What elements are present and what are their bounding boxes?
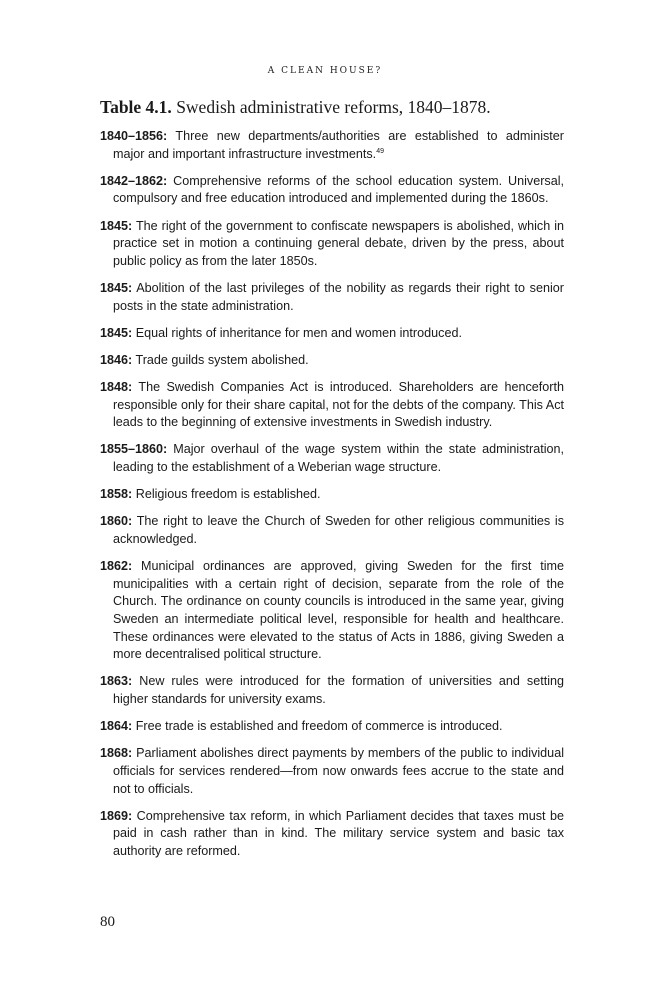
entry-text: The right of the government to confiscate newspapers is abolished, which in practice set in motion a continuing general debate, driven by the press, about public policy as from the later 1850s.	[113, 218, 564, 268]
table-label: Table 4.1.	[100, 97, 172, 117]
entry-text: The right to leave the Church of Sweden for other religious communities is acknowledged.	[113, 514, 564, 547]
entry-text: Abolition of the last privileges of the nobility as regards their right to senior posts in the state administration.	[113, 280, 564, 313]
entry-year: 1845:	[100, 218, 133, 233]
list-item	[100, 325, 564, 343]
list-item	[100, 441, 564, 476]
list-item	[100, 808, 564, 861]
list-item	[100, 673, 564, 708]
entry-text: Major overhaul of the wage system within the state administration, leading to the establishment of a Weberian wage structure.	[113, 442, 565, 475]
entry-text: Free trade is established and freedom of commerce is introduced.	[135, 719, 503, 734]
footnote-ref[interactable]: 49	[376, 147, 384, 155]
running-head: A CLEAN HOUSE?	[267, 66, 383, 76]
page-number: 80	[100, 914, 115, 930]
list-item	[100, 173, 564, 208]
list-item	[100, 718, 564, 736]
entry-text: The Swedish Companies Act is introduced. Shareholders are henceforth responsible only for their share capital, not for the debts of the company. This Act leads to the beginning of extensive investments in Swedish industry.	[113, 380, 565, 430]
list-item	[100, 513, 564, 548]
entry-year: 1845:	[100, 280, 133, 295]
entry-year: 1863:	[100, 674, 133, 689]
list-item	[100, 128, 564, 163]
entry-year: 1840–1856:	[100, 129, 168, 143]
entry-text: Three new departments/authorities are established to administer major and important infrastructure investments.	[113, 129, 564, 161]
entry-text: Parliament abolishes direct payments by members of the public to individual officials for services rendered—from now onwards fees accrue to the state and not to officials.	[113, 746, 564, 796]
entry-text: Comprehensive reforms of the school education system. Universal, compulsory and free education introduced and implemented during the 1860s.	[113, 173, 564, 206]
entry-year: 1862:	[100, 559, 133, 574]
reform-list	[100, 128, 564, 870]
entry-year: 1842–1862:	[100, 173, 168, 188]
entry-text: Trade guilds system abolished.	[135, 352, 309, 367]
list-item	[100, 352, 564, 370]
table-title	[100, 97, 570, 118]
entry-text: Comprehensive tax reform, in which Parliament decides that taxes must be paid in cash rather than in kind. The military service system and basic tax authority are reformed.	[113, 808, 564, 858]
entry-year: 1858:	[100, 487, 133, 502]
list-item	[100, 486, 564, 504]
entry-text: New rules were introduced for the formation of universities and setting higher standards for university exams.	[113, 674, 565, 706]
entry-text: Equal rights of inheritance for men and women introduced.	[135, 325, 462, 340]
table-caption: Swedish administrative reforms, 1840–1878.	[176, 97, 491, 117]
entry-year: 1860:	[100, 514, 133, 529]
list-item	[100, 745, 564, 798]
list-item	[100, 218, 564, 271]
entry-year: 1848:	[100, 380, 133, 395]
list-item	[100, 558, 564, 664]
entry-text: Municipal ordinances are approved, giving Sweden for the first time municipalities with a certain right of decision, separate from the role of the Church. The ordinance on county councils is introduced in the same year, giving Sweden an intermediate political level, responsible for health and healthcare. These ordinances were elevated to the status of Acts in 1886, giving Sweden a more decentralised political structure.	[113, 559, 564, 662]
entry-year: 1869:	[100, 808, 133, 823]
entry-year: 1846:	[100, 352, 133, 367]
entry-text: Religious freedom is established.	[135, 487, 321, 502]
entry-year: 1868:	[100, 746, 133, 761]
list-item	[100, 280, 564, 315]
entry-year: 1845:	[100, 325, 133, 340]
entry-year: 1864:	[100, 719, 133, 734]
list-item	[100, 379, 564, 432]
entry-year: 1855–1860:	[100, 442, 168, 457]
